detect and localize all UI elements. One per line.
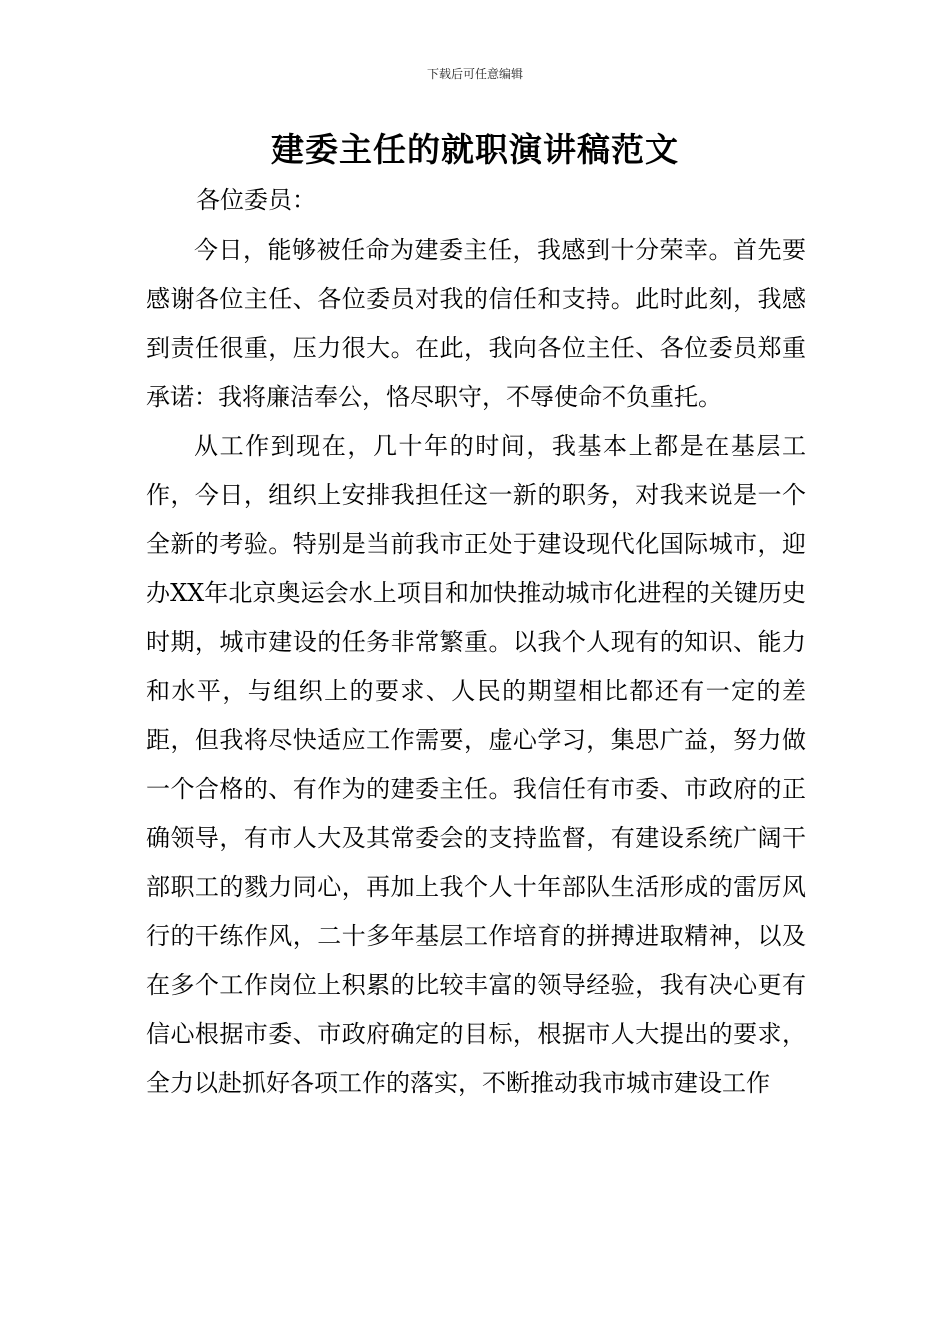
salutation: 各位委员： (196, 186, 316, 214)
paragraph-2: 从工作到现在，几十年的时间，我基本上都是在基层工作，今日，组织上安排我担任这一新的职务，对我来说是一个全新的考验。特别是当前我市正处于建设现代化国际城市，迎办XX年北京奥运会水上项目和加快推动城市化进程的关键历史时期，城市建设的任务非常繁重。以我个人现有的知识、能力和水平，与组织上的要求、人民的期望相比都还有一定的差距，但我将尽快适应工作需要，虚心学习，集思广益，努力做一个合格的、有作为的建委主任。我信任有市委、市政府的正确领导，有市人大及其常委会的支持监督，有建设系统广阔干部职工的戮力同心，再加上我个人十年部队生活形成的雷厉风行的干练作风，二十多年基层工作培育的拼搏进取精神，以及在多个工作岗位上积累的比较丰富的领导经验，我有决心更有信心根据市委、市政府确定的目标，根据市人大提出的要求，全力以赴抓好各项工作的落实，不断推动我市城市建设工作 (146, 432, 806, 1097)
paragraph-1: 今日，能够被任命为建委主任，我感到十分荣幸。首先要感谢各位主任、各位委员对我的信任和支持。此时此刻，我感到责任很重，压力很大。在此，我向各位主任、各位委员郑重承诺：我将廉洁奉公，恪尽职守，不辱使命不负重托。 (146, 236, 806, 411)
page-header-note: 下载后可任意编辑 (426, 67, 523, 81)
document-body (146, 226, 806, 1108)
document-title: 建委主任的就职演讲稿范文 (271, 130, 679, 169)
